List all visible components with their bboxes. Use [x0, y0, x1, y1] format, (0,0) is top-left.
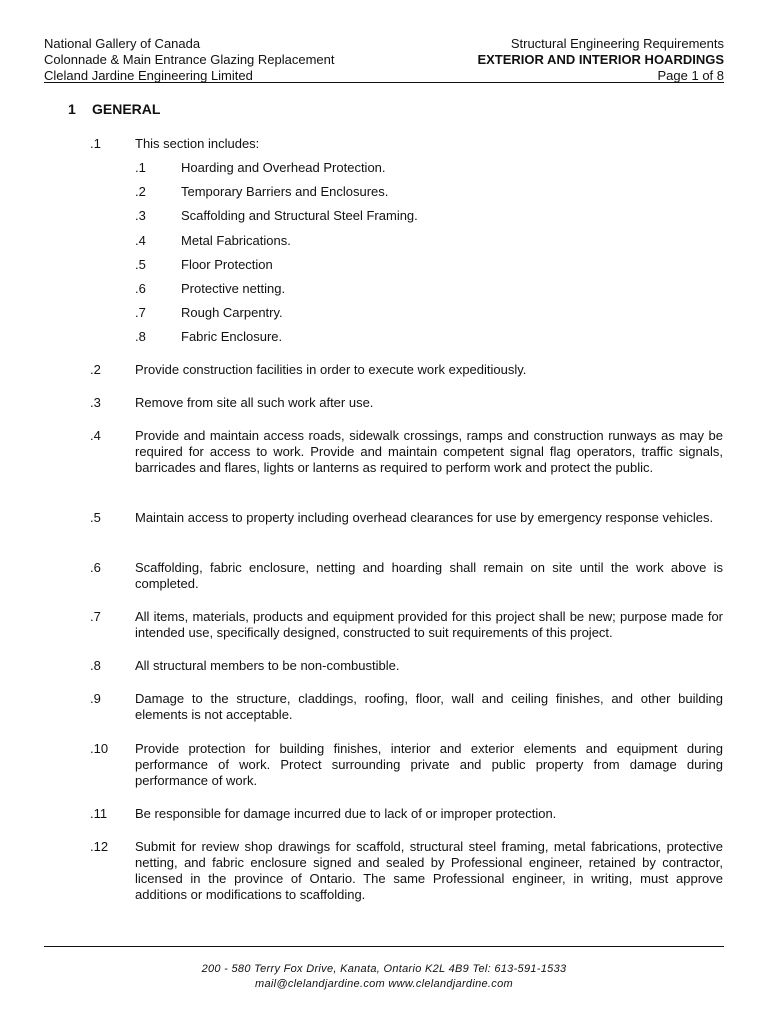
footer-divider — [44, 946, 724, 947]
clause — [90, 560, 723, 592]
page-header — [44, 36, 724, 83]
subclause — [135, 184, 388, 200]
subclause-number: .5 — [135, 257, 146, 272]
clause-number: .7 — [90, 609, 101, 624]
subclause-number: .4 — [135, 233, 146, 248]
header-right — [477, 36, 724, 84]
clause-text: Scaffolding, fabric enclosure, netting and hoarding shall remain on site until the work above is completed. — [135, 560, 723, 591]
subclause-text: Metal Fabrications. — [181, 233, 291, 248]
clause-text: Damage to the structure, claddings, roofing, floor, wall and ceiling finishes, and other building elements is not acceptable. — [135, 691, 723, 722]
clause — [90, 362, 723, 378]
clause — [90, 510, 723, 526]
clause-number: .6 — [90, 560, 101, 575]
header-left — [44, 36, 335, 84]
clause-text: This section includes: — [135, 136, 260, 151]
clause-number: .8 — [90, 658, 101, 673]
clause — [90, 428, 723, 476]
header-doc-title: EXTERIOR AND INTERIOR HOARDINGS — [477, 52, 724, 67]
subclause-text: Hoarding and Overhead Protection. — [181, 160, 386, 175]
clause-number: .10 — [90, 741, 109, 756]
subclause-number: .1 — [135, 160, 146, 175]
clause-text: Provide protection for building finishes, interior and exterior elements and equipment during performance of work. Protect surrounding private and public property from damage during performance of work. — [135, 741, 723, 788]
clause-text: Be responsible for damage incurred due to lack of or improper protection. — [135, 806, 557, 821]
clause — [90, 839, 723, 903]
clause-text: Provide and maintain access roads, sidewalk crossings, ramps and construction runways as may be required for access to work. Provide and maintain competent signal flag operators, traffic signals, barricades and flares, lights or lanterns as required to perform work and protect the public. — [135, 428, 723, 475]
clause — [90, 609, 723, 641]
section-title: GENERAL — [92, 101, 161, 117]
subclause-number: .8 — [135, 329, 146, 344]
subclause-number: .6 — [135, 281, 146, 296]
clause — [90, 658, 723, 674]
clause-text: All items, materials, products and equipment provided for this project shall be new; purpose made for intended use, specifically designed, constructed to suit requirements of this project. — [135, 609, 723, 640]
clause-number: .5 — [90, 510, 101, 525]
subclause — [135, 329, 282, 345]
subclause-number: .2 — [135, 184, 146, 199]
clause-number: .9 — [90, 691, 101, 706]
clause-text: All structural members to be non-combustible. — [135, 658, 400, 673]
clause-number: .3 — [90, 395, 101, 410]
section-number: 1 — [68, 101, 76, 117]
header-firm: Cleland Jardine Engineering Limited — [44, 68, 253, 83]
clause — [90, 806, 723, 822]
clause-text: Remove from site all such work after use. — [135, 395, 374, 410]
subclause — [135, 281, 285, 297]
subclause-text: Rough Carpentry. — [181, 305, 283, 320]
clause-number: .11 — [90, 806, 108, 821]
clause — [90, 741, 723, 789]
subclause — [135, 160, 386, 176]
clause-text: Provide construction facilities in order to execute work expeditiously. — [135, 362, 527, 377]
subclause — [135, 233, 291, 249]
subclause-text: Protective netting. — [181, 281, 286, 296]
header-page-number: Page 1 of 8 — [657, 68, 724, 83]
header-project: Colonnade & Main Entrance Glazing Replacement — [44, 52, 335, 67]
clause — [90, 395, 723, 411]
clause-text: Submit for review shop drawings for scaffold, structural steel framing, metal fabrications, protective netting, and fabric enclosure signed and sealed by Professional engineer, retained by contractor, licensed in the province of Ontario. The same Professional engineer, in writing, must approve additions or modifications to scaffolding. — [135, 839, 723, 902]
header-doc-type: Structural Engineering Requirements — [510, 36, 724, 51]
subclause-number: .7 — [135, 305, 146, 320]
clause-number: .12 — [90, 839, 109, 854]
subclause-number: .3 — [135, 208, 146, 223]
section-heading — [68, 101, 160, 117]
subclause-text: Temporary Barriers and Enclosures. — [181, 184, 389, 199]
clause — [90, 691, 723, 723]
clause-number: .1 — [90, 136, 101, 151]
footer-address: 200 - 580 Terry Fox Drive, Kanata, Ontario K2L 4B9 Tel: 613-591-1533 — [201, 963, 567, 975]
clause-text: Maintain access to property including overhead clearances for use by emergency response vehicles. — [135, 510, 714, 525]
subclause-text: Scaffolding and Structural Steel Framing. — [181, 208, 418, 223]
clause-number: .4 — [90, 428, 101, 443]
subclause — [135, 257, 273, 273]
subclause-text: Floor Protection — [181, 257, 273, 272]
clause — [90, 136, 723, 152]
footer-contact: mail@clelandjardine.com www.clelandjardine.com — [255, 978, 513, 990]
subclause-text: Fabric Enclosure. — [181, 329, 283, 344]
header-client: National Gallery of Canada — [44, 36, 201, 51]
clause-number: .2 — [90, 362, 101, 377]
page-footer — [0, 962, 768, 992]
subclause — [135, 305, 283, 321]
subclause — [135, 208, 418, 224]
